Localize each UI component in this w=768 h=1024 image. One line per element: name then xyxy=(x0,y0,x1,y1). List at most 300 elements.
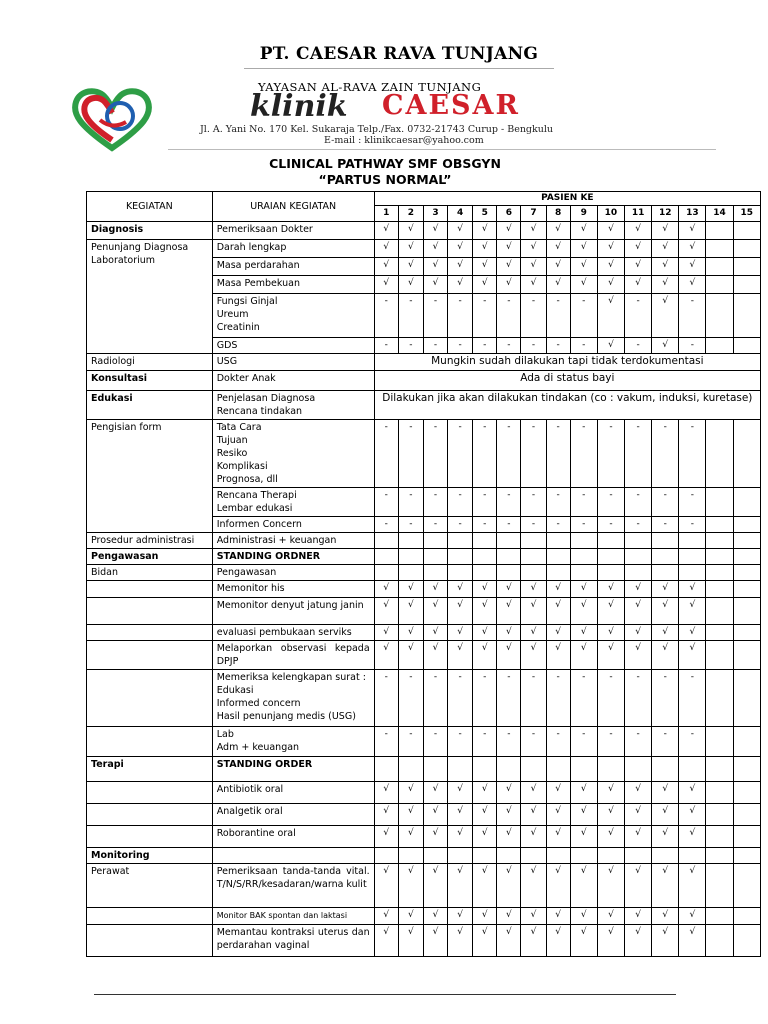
patient-mark: - xyxy=(374,727,398,757)
patient-mark: - xyxy=(679,488,706,517)
patient-mark xyxy=(570,549,597,565)
patient-mark xyxy=(473,533,497,549)
patient-mark xyxy=(546,757,570,782)
uraian-cell: Memantau kontraksi uterus dan perdarahan vaginal xyxy=(212,925,374,957)
patient-mark: √ xyxy=(597,258,624,276)
patient-mark: - xyxy=(374,670,398,727)
patient-mark: √ xyxy=(497,864,521,908)
patient-mark: - xyxy=(625,488,652,517)
patient-mark xyxy=(733,804,760,826)
patient-mark: √ xyxy=(652,641,679,670)
patient-mark: - xyxy=(570,420,597,488)
table-row xyxy=(87,925,761,957)
uraian-cell: USG xyxy=(212,354,374,371)
patient-mark: √ xyxy=(625,222,652,240)
patient-mark: √ xyxy=(652,925,679,957)
table-row xyxy=(87,625,761,641)
patient-mark: √ xyxy=(679,258,706,276)
patient-mark: √ xyxy=(448,222,473,240)
patient-mark: - xyxy=(679,338,706,354)
patient-mark: - xyxy=(374,420,398,488)
patient-mark: - xyxy=(546,338,570,354)
patient-mark xyxy=(521,565,546,581)
patient-mark xyxy=(570,848,597,864)
patient-mark: √ xyxy=(652,864,679,908)
patient-mark: √ xyxy=(398,258,423,276)
table-row xyxy=(87,581,761,598)
patient-mark: - xyxy=(423,670,447,727)
patient-mark: √ xyxy=(497,804,521,826)
patient-mark: √ xyxy=(398,276,423,294)
patient-mark: √ xyxy=(679,826,706,848)
patient-mark: - xyxy=(546,517,570,533)
patient-mark: √ xyxy=(423,276,447,294)
uraian-cell: STANDING ORDNER xyxy=(212,549,374,565)
kegiatan-cell: Perawat xyxy=(87,864,213,908)
patient-mark xyxy=(733,240,760,258)
patient-mark: - xyxy=(546,420,570,488)
patient-number: 7 xyxy=(521,206,546,222)
patient-mark: - xyxy=(497,488,521,517)
patient-number: 6 xyxy=(497,206,521,222)
patient-mark: √ xyxy=(497,598,521,625)
patient-mark xyxy=(652,549,679,565)
patient-mark: √ xyxy=(652,294,679,338)
patient-mark: √ xyxy=(570,782,597,804)
patient-mark: √ xyxy=(423,826,447,848)
kegiatan-cell: Terapi xyxy=(87,757,213,782)
patient-mark xyxy=(733,276,760,294)
patient-mark: - xyxy=(521,294,546,338)
patient-mark: √ xyxy=(597,826,624,848)
clinical-pathway-table xyxy=(86,191,761,957)
header-divider xyxy=(168,149,716,150)
patient-mark: √ xyxy=(625,641,652,670)
patient-mark: - xyxy=(448,670,473,727)
patient-mark xyxy=(521,533,546,549)
patient-mark: √ xyxy=(546,625,570,641)
patient-mark: √ xyxy=(679,804,706,826)
table-row xyxy=(87,222,761,240)
patient-mark xyxy=(521,549,546,565)
patient-mark xyxy=(398,848,423,864)
patient-mark xyxy=(733,222,760,240)
patient-mark xyxy=(521,757,546,782)
patient-mark: √ xyxy=(625,258,652,276)
patient-mark xyxy=(497,757,521,782)
kegiatan-cell: Edukasi xyxy=(87,391,213,420)
patient-mark: - xyxy=(652,420,679,488)
patient-mark: √ xyxy=(570,581,597,598)
patient-mark: √ xyxy=(679,276,706,294)
patient-mark: √ xyxy=(597,598,624,625)
patient-mark xyxy=(733,670,760,727)
patient-mark: - xyxy=(570,488,597,517)
patient-mark: √ xyxy=(597,276,624,294)
patient-mark: √ xyxy=(423,598,447,625)
patient-mark xyxy=(398,533,423,549)
table-row xyxy=(87,598,761,625)
patient-mark xyxy=(733,258,760,276)
patient-mark: √ xyxy=(497,625,521,641)
patient-mark xyxy=(733,782,760,804)
patient-mark: √ xyxy=(546,258,570,276)
patient-mark: √ xyxy=(497,276,521,294)
patient-mark: - xyxy=(398,338,423,354)
patient-mark: √ xyxy=(652,625,679,641)
patient-mark xyxy=(679,848,706,864)
patient-mark: √ xyxy=(679,240,706,258)
patient-mark: √ xyxy=(497,908,521,925)
patient-mark: √ xyxy=(625,276,652,294)
patient-mark: - xyxy=(398,727,423,757)
patient-mark xyxy=(423,565,447,581)
patient-mark: √ xyxy=(597,641,624,670)
patient-mark: √ xyxy=(546,908,570,925)
patient-mark: - xyxy=(625,517,652,533)
uraian-cell: Monitor BAK spontan dan laktasi xyxy=(212,908,374,925)
patient-mark: √ xyxy=(679,864,706,908)
patient-mark: - xyxy=(423,727,447,757)
uraian-cell: Pengawasan xyxy=(212,565,374,581)
patient-mark: - xyxy=(597,420,624,488)
patient-mark: - xyxy=(679,727,706,757)
patient-mark xyxy=(706,565,733,581)
patient-mark: √ xyxy=(398,641,423,670)
patient-mark: √ xyxy=(448,276,473,294)
patient-mark xyxy=(706,488,733,517)
uraian-cell: evaluasi pembukaan serviks xyxy=(212,625,374,641)
patient-number: 4 xyxy=(448,206,473,222)
patient-mark xyxy=(733,925,760,957)
patient-mark xyxy=(597,565,624,581)
patient-mark: - xyxy=(473,727,497,757)
patient-mark: √ xyxy=(546,925,570,957)
kegiatan-cell xyxy=(87,782,213,804)
patient-mark: √ xyxy=(521,276,546,294)
patient-mark: - xyxy=(625,727,652,757)
patient-mark: - xyxy=(473,670,497,727)
patient-mark xyxy=(374,848,398,864)
patient-mark: √ xyxy=(423,864,447,908)
patient-mark: √ xyxy=(448,864,473,908)
patient-mark xyxy=(733,294,760,338)
patient-mark xyxy=(733,864,760,908)
table-row xyxy=(87,782,761,804)
patient-mark xyxy=(733,549,760,565)
patient-mark: √ xyxy=(473,908,497,925)
patient-mark xyxy=(625,848,652,864)
patient-mark xyxy=(706,908,733,925)
uraian-cell: Dokter Anak xyxy=(212,371,374,391)
patient-mark: - xyxy=(521,517,546,533)
patient-mark xyxy=(706,276,733,294)
patient-mark xyxy=(733,338,760,354)
patient-mark: √ xyxy=(652,581,679,598)
patient-mark: √ xyxy=(473,240,497,258)
patient-mark: √ xyxy=(546,804,570,826)
patient-mark xyxy=(570,565,597,581)
kegiatan-cell xyxy=(87,641,213,670)
patient-mark: √ xyxy=(679,598,706,625)
patient-mark: - xyxy=(497,294,521,338)
patient-mark: √ xyxy=(374,908,398,925)
patient-mark: √ xyxy=(448,240,473,258)
patient-mark xyxy=(625,565,652,581)
kegiatan-cell: Penunjang Diagnosa Laboratorium xyxy=(87,240,213,354)
patient-number: 8 xyxy=(546,206,570,222)
patient-mark: √ xyxy=(398,625,423,641)
uraian-cell: Roborantine oral xyxy=(212,826,374,848)
patient-mark xyxy=(448,533,473,549)
patient-number: 1 xyxy=(374,206,398,222)
footer-divider xyxy=(94,994,676,995)
patient-mark: √ xyxy=(398,826,423,848)
patient-mark xyxy=(423,757,447,782)
kegiatan-cell xyxy=(87,625,213,641)
patient-mark: √ xyxy=(374,581,398,598)
patient-mark: √ xyxy=(521,222,546,240)
patient-mark: - xyxy=(570,517,597,533)
uraian-cell: Rencana Therapi Lembar edukasi xyxy=(212,488,374,517)
patient-mark xyxy=(706,641,733,670)
patient-mark xyxy=(448,565,473,581)
kegiatan-cell xyxy=(87,670,213,727)
uraian-cell: Pemeriksaan Dokter xyxy=(212,222,374,240)
patient-mark: - xyxy=(398,294,423,338)
patient-mark: √ xyxy=(546,581,570,598)
kegiatan-cell: Konsultasi xyxy=(87,371,213,391)
patient-mark: √ xyxy=(625,625,652,641)
uraian-cell: Masa perdarahan xyxy=(212,258,374,276)
kegiatan-cell: Pengisian form xyxy=(87,420,213,533)
patient-mark: √ xyxy=(570,240,597,258)
patient-mark: √ xyxy=(473,782,497,804)
table-row xyxy=(87,908,761,925)
patient-mark: √ xyxy=(448,625,473,641)
patient-mark xyxy=(733,848,760,864)
patient-mark xyxy=(625,757,652,782)
table-row xyxy=(87,757,761,782)
clinic-word: klinik xyxy=(250,89,348,124)
kegiatan-cell xyxy=(87,581,213,598)
table-row xyxy=(87,391,761,420)
patient-mark: √ xyxy=(597,782,624,804)
patient-mark: - xyxy=(398,488,423,517)
patient-mark: √ xyxy=(597,925,624,957)
patient-mark: √ xyxy=(448,925,473,957)
patient-mark: √ xyxy=(625,826,652,848)
table-row xyxy=(87,533,761,549)
patient-mark xyxy=(448,549,473,565)
uraian-cell: Memonitor denyut jatung janin xyxy=(212,598,374,625)
patient-mark: - xyxy=(597,670,624,727)
patient-mark: √ xyxy=(570,864,597,908)
patient-mark: √ xyxy=(652,908,679,925)
table-row xyxy=(87,864,761,908)
patient-mark: √ xyxy=(423,804,447,826)
patient-mark: - xyxy=(679,420,706,488)
patient-mark: √ xyxy=(374,276,398,294)
patient-mark: - xyxy=(473,517,497,533)
patient-number: 3 xyxy=(423,206,447,222)
patient-mark: √ xyxy=(521,581,546,598)
patient-mark: √ xyxy=(423,925,447,957)
patient-mark: √ xyxy=(374,804,398,826)
patient-mark: √ xyxy=(374,598,398,625)
patient-mark: √ xyxy=(546,276,570,294)
uraian-cell: Antibiotik oral xyxy=(212,782,374,804)
patient-number: 15 xyxy=(733,206,760,222)
patient-mark xyxy=(570,533,597,549)
kegiatan-cell xyxy=(87,804,213,826)
patient-mark: - xyxy=(679,670,706,727)
patient-mark xyxy=(546,848,570,864)
patient-mark: √ xyxy=(570,826,597,848)
patient-mark: - xyxy=(597,727,624,757)
patient-mark: √ xyxy=(570,641,597,670)
patient-mark: √ xyxy=(398,782,423,804)
uraian-cell: Melaporkan observasi kepada DPJP xyxy=(212,641,374,670)
note-cell: Mungkin sudah dilakukan tapi tidak terdokumentasi xyxy=(374,354,760,371)
uraian-cell: STANDING ORDER xyxy=(212,757,374,782)
uraian-cell: Informen Concern xyxy=(212,517,374,533)
patient-mark: - xyxy=(546,670,570,727)
patient-mark xyxy=(706,727,733,757)
patient-mark: √ xyxy=(497,581,521,598)
patient-mark: √ xyxy=(652,598,679,625)
patient-mark xyxy=(706,222,733,240)
patient-mark: √ xyxy=(521,826,546,848)
patient-mark xyxy=(497,533,521,549)
patient-mark: √ xyxy=(521,908,546,925)
patient-mark: √ xyxy=(497,258,521,276)
kegiatan-cell: Prosedur administrasi xyxy=(87,533,213,549)
patient-mark: √ xyxy=(652,258,679,276)
table-row xyxy=(87,826,761,848)
patient-mark xyxy=(423,549,447,565)
table-row xyxy=(87,641,761,670)
patient-mark: - xyxy=(448,338,473,354)
patient-mark: √ xyxy=(521,240,546,258)
patient-mark xyxy=(733,565,760,581)
patient-mark: √ xyxy=(423,625,447,641)
patient-mark xyxy=(733,533,760,549)
patient-mark: √ xyxy=(570,804,597,826)
patient-mark: √ xyxy=(374,826,398,848)
patient-mark: √ xyxy=(597,338,624,354)
patient-mark: √ xyxy=(679,908,706,925)
kegiatan-cell: Pengawasan xyxy=(87,549,213,565)
patient-mark: √ xyxy=(423,641,447,670)
patient-mark: √ xyxy=(546,641,570,670)
patient-mark: √ xyxy=(625,804,652,826)
patient-mark: - xyxy=(423,338,447,354)
patient-number: 9 xyxy=(570,206,597,222)
patient-mark xyxy=(706,240,733,258)
patient-mark xyxy=(570,757,597,782)
patient-mark xyxy=(733,727,760,757)
patient-mark xyxy=(374,533,398,549)
clinic-logo-icon xyxy=(70,86,154,152)
patient-mark: - xyxy=(423,294,447,338)
patient-mark: √ xyxy=(597,804,624,826)
patient-mark xyxy=(546,549,570,565)
table-row xyxy=(87,371,761,391)
patient-mark: - xyxy=(473,294,497,338)
patient-mark: √ xyxy=(625,908,652,925)
patient-mark: √ xyxy=(374,782,398,804)
patient-mark: - xyxy=(652,488,679,517)
patient-mark xyxy=(398,549,423,565)
patient-mark xyxy=(423,533,447,549)
document-title-line2: “PARTUS NORMAL” xyxy=(318,172,452,187)
patient-mark: √ xyxy=(497,222,521,240)
header-row xyxy=(87,192,761,206)
patient-mark: √ xyxy=(423,782,447,804)
patient-mark: - xyxy=(652,727,679,757)
patient-mark: - xyxy=(374,488,398,517)
patient-mark: - xyxy=(521,420,546,488)
uraian-cell: Penjelasan Diagnosa Rencana tindakan xyxy=(212,391,374,420)
patient-mark: √ xyxy=(679,222,706,240)
patient-mark: - xyxy=(597,488,624,517)
patient-mark: √ xyxy=(497,641,521,670)
kegiatan-cell: Monitoring xyxy=(87,848,213,864)
patient-mark: - xyxy=(398,420,423,488)
uraian-cell: Analgetik oral xyxy=(212,804,374,826)
patient-mark xyxy=(398,757,423,782)
patient-mark: - xyxy=(625,670,652,727)
patient-mark: √ xyxy=(374,925,398,957)
patient-mark: √ xyxy=(570,625,597,641)
patient-mark: √ xyxy=(473,258,497,276)
patient-mark: √ xyxy=(625,782,652,804)
patient-mark: √ xyxy=(652,338,679,354)
patient-mark: √ xyxy=(546,222,570,240)
patient-mark: √ xyxy=(423,258,447,276)
patient-mark xyxy=(706,258,733,276)
patient-mark: √ xyxy=(398,908,423,925)
patient-mark: - xyxy=(448,517,473,533)
patient-mark: √ xyxy=(679,625,706,641)
uraian-cell: GDS xyxy=(212,338,374,354)
patient-mark: - xyxy=(546,488,570,517)
note-cell: Dilakukan jika akan dilakukan tindakan (co : vakum, induksi, kuretase) xyxy=(374,391,760,420)
kegiatan-cell xyxy=(87,598,213,625)
patient-mark: √ xyxy=(679,581,706,598)
patient-mark: √ xyxy=(423,222,447,240)
patient-mark: √ xyxy=(570,276,597,294)
patient-mark: √ xyxy=(521,598,546,625)
patient-mark xyxy=(733,757,760,782)
patient-mark: - xyxy=(521,670,546,727)
patient-mark: √ xyxy=(597,864,624,908)
patient-mark: √ xyxy=(473,598,497,625)
kegiatan-cell xyxy=(87,925,213,957)
patient-mark: √ xyxy=(423,908,447,925)
patient-number: 13 xyxy=(679,206,706,222)
uraian-cell: Lab Adm + keuangan xyxy=(212,727,374,757)
patient-mark: √ xyxy=(448,258,473,276)
table-row xyxy=(87,727,761,757)
patient-mark: √ xyxy=(374,240,398,258)
patient-mark xyxy=(706,670,733,727)
patient-mark xyxy=(597,757,624,782)
patient-mark xyxy=(706,864,733,908)
col-kegiatan: KEGIATAN xyxy=(87,192,213,222)
patient-mark: √ xyxy=(597,625,624,641)
